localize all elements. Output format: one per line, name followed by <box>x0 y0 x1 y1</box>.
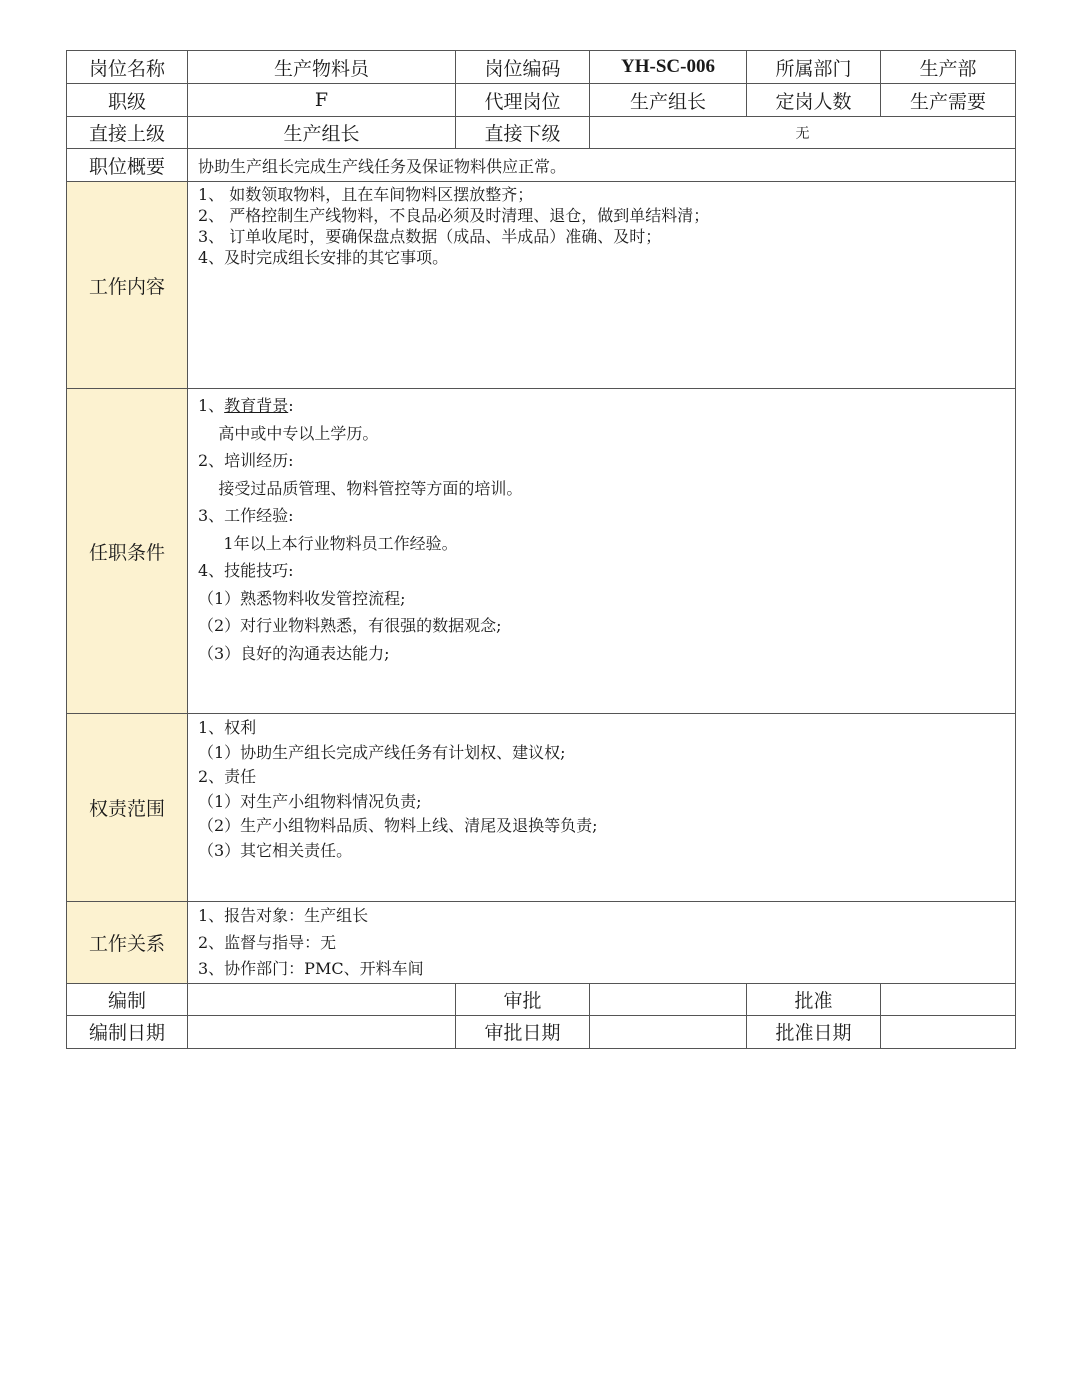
deputy-value: 生产组长 <box>590 84 747 117</box>
position-name-value: 生产物料员 <box>188 51 456 84</box>
authority-line: （2）生产小组物料品质、物料上线、清尾及退换等负责; <box>198 816 598 835</box>
work-content-body <box>188 182 1016 389</box>
relations-line: 1、报告对象：生产组长 <box>198 906 369 925</box>
prepared-date-value <box>188 1015 456 1048</box>
reviewed-date-label: 审批日期 <box>456 1015 590 1048</box>
authority-line: 2、责任 <box>198 767 257 786</box>
headcount-value: 生产需要 <box>881 84 1016 117</box>
relations-body <box>188 902 1016 984</box>
relations-line: 2、监督与指导：无 <box>198 932 337 952</box>
position-code-label: 岗位编码 <box>456 51 590 84</box>
qualification-line: （1）熟悉物料收发管控流程; <box>198 588 406 608</box>
qualification-line: （2）对行业物料熟悉，有很强的数据观念; <box>198 616 502 635</box>
row-authority <box>67 714 1016 902</box>
qualification-line: 1年以上本行业物料员工作经验。 <box>198 533 458 553</box>
education-colon: : <box>288 396 294 415</box>
education-number: 1、 <box>198 396 225 415</box>
work-content-line: 2、 严格控制生产线物料，不良品必须及时清理、退仓，做到单结料清； <box>198 206 710 225</box>
prepared-date-label: 编制日期 <box>67 1015 188 1048</box>
prepared-value <box>188 983 456 1015</box>
authority-body <box>188 714 1016 902</box>
work-content-line: 3、 订单收尾时，要确保盘点数据（成品、半成品）准确、及时； <box>198 227 662 246</box>
row-reporting-info <box>67 117 1016 149</box>
approved-label: 批准 <box>747 983 881 1015</box>
qualification-line: 2、培训经历: <box>198 451 294 470</box>
approved-date-label: 批准日期 <box>747 1015 881 1048</box>
authority-line: （3）其它相关责任。 <box>198 840 353 860</box>
reviewed-date-value <box>590 1015 747 1048</box>
qualification-line: 4、技能技巧: <box>198 561 294 580</box>
row-qualifications <box>67 389 1016 714</box>
qualification-line: （3）良好的沟通表达能力; <box>198 643 390 663</box>
work-content-line: 1、 如数领取物料，且在车间物料区摆放整齐； <box>198 185 534 204</box>
authority-line: （1）对生产小组物料情况负责; <box>198 791 422 811</box>
relations-label: 工作关系 <box>67 902 188 984</box>
education-heading <box>198 392 1015 420</box>
position-name-label: 岗位名称 <box>67 51 188 84</box>
subordinate-value: 无 <box>590 117 1016 149</box>
summary-label: 职位概要 <box>67 149 188 182</box>
row-grade-info <box>67 84 1016 117</box>
superior-value: 生产组长 <box>188 117 456 149</box>
grade-label: 职级 <box>67 84 188 117</box>
department-value: 生产部 <box>881 51 1016 84</box>
education-title: 教育背景 <box>224 396 289 415</box>
qualification-line: 接受过品质管理、物料管控等方面的培训。 <box>198 478 523 498</box>
relations-line: 3、协作部门：PMC、开料车间 <box>198 959 424 978</box>
authority-label: 权责范围 <box>67 714 188 902</box>
qualification-line: 3、工作经验: <box>198 506 294 525</box>
row-work-content <box>67 182 1016 389</box>
work-content-label: 工作内容 <box>67 182 188 389</box>
job-description-table <box>66 50 1016 1049</box>
qualifications-body <box>188 389 1016 714</box>
department-label: 所属部门 <box>747 51 881 84</box>
reviewed-value <box>590 983 747 1015</box>
headcount-label: 定岗人数 <box>747 84 881 117</box>
position-code-value: YH-SC-006 <box>590 51 747 84</box>
work-content-line: 4、及时完成组长安排的其它事项。 <box>198 248 449 267</box>
row-signoff <box>67 983 1016 1015</box>
authority-line: （1）协助生产组长完成产线任务有计划权、建议权; <box>198 742 566 762</box>
subordinate-label: 直接下级 <box>456 117 590 149</box>
superior-label: 直接上级 <box>67 117 188 149</box>
row-position-info <box>67 51 1016 84</box>
approved-date-value <box>881 1015 1016 1048</box>
authority-line: 1、权利 <box>198 718 257 737</box>
deputy-label: 代理岗位 <box>456 84 590 117</box>
approved-value <box>881 983 1016 1015</box>
grade-value: F <box>188 84 456 117</box>
reviewed-label: 审批 <box>456 983 590 1015</box>
row-summary <box>67 149 1016 182</box>
qualification-line: 高中或中专以上学历。 <box>198 423 379 443</box>
row-relations <box>67 902 1016 984</box>
qualifications-label: 任职条件 <box>67 389 188 714</box>
summary-value: 协助生产组长完成生产线任务及保证物料供应正常。 <box>188 149 1016 182</box>
prepared-label: 编制 <box>67 983 188 1015</box>
row-signoff-dates <box>67 1015 1016 1048</box>
